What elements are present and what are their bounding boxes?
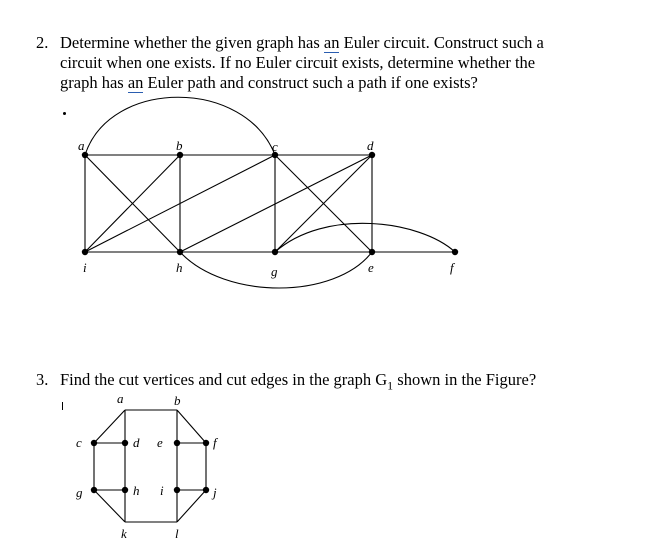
label-a: a <box>78 138 85 153</box>
question-3-text: Find the cut vertices and cut edges in the graph $G_1$ shown in the Figure? <box>60 370 537 393</box>
label-a: a <box>117 391 124 406</box>
label-g: g <box>271 264 278 279</box>
label-i: i <box>160 483 164 498</box>
label-f: f <box>450 260 454 275</box>
question-2-line-3: graph has an Euler path and construct such a path if one exists? <box>60 73 478 92</box>
vertex-i <box>82 249 88 255</box>
label-d: d <box>367 138 374 153</box>
vertex-g <box>272 249 278 255</box>
label-f: f <box>213 435 217 450</box>
label-e: e <box>157 435 163 450</box>
label-h: h <box>133 483 140 498</box>
question-2-line-2: circuit when one exists. If no Euler circuit exists, determine whether the <box>60 53 536 72</box>
label-j: j <box>213 485 217 500</box>
vertex-f <box>452 249 458 255</box>
edge-g-f-curve <box>275 223 455 252</box>
underlined-an-2: an <box>127 73 144 92</box>
edge-h-d <box>180 155 372 252</box>
euler-graph-vertices <box>82 152 458 255</box>
label-h: h <box>176 260 183 275</box>
label-b: b <box>176 138 183 153</box>
label-g: g <box>76 485 83 500</box>
question-2-number: 2. <box>36 33 49 52</box>
label-b: b <box>174 393 181 408</box>
label-k: k <box>121 526 127 541</box>
underlined-an-1: an <box>323 33 340 52</box>
euler-graph-edges <box>85 97 455 288</box>
question-3 <box>36 370 636 394</box>
label-i: i <box>83 260 87 275</box>
vertex-e <box>369 249 375 255</box>
label-d: d <box>133 435 140 450</box>
label-e: e <box>368 260 374 275</box>
g1-subscript: 1 <box>387 378 394 393</box>
tick-mark <box>62 402 63 410</box>
question-2-line-1: Determine whether the given graph has an Euler circuit. Construct such a <box>60 33 544 52</box>
vertex-h <box>177 249 183 255</box>
label-c: c <box>272 139 278 154</box>
label-l: l <box>175 526 179 541</box>
label-c: c <box>76 435 82 450</box>
question-3-number: 3. <box>36 370 49 389</box>
